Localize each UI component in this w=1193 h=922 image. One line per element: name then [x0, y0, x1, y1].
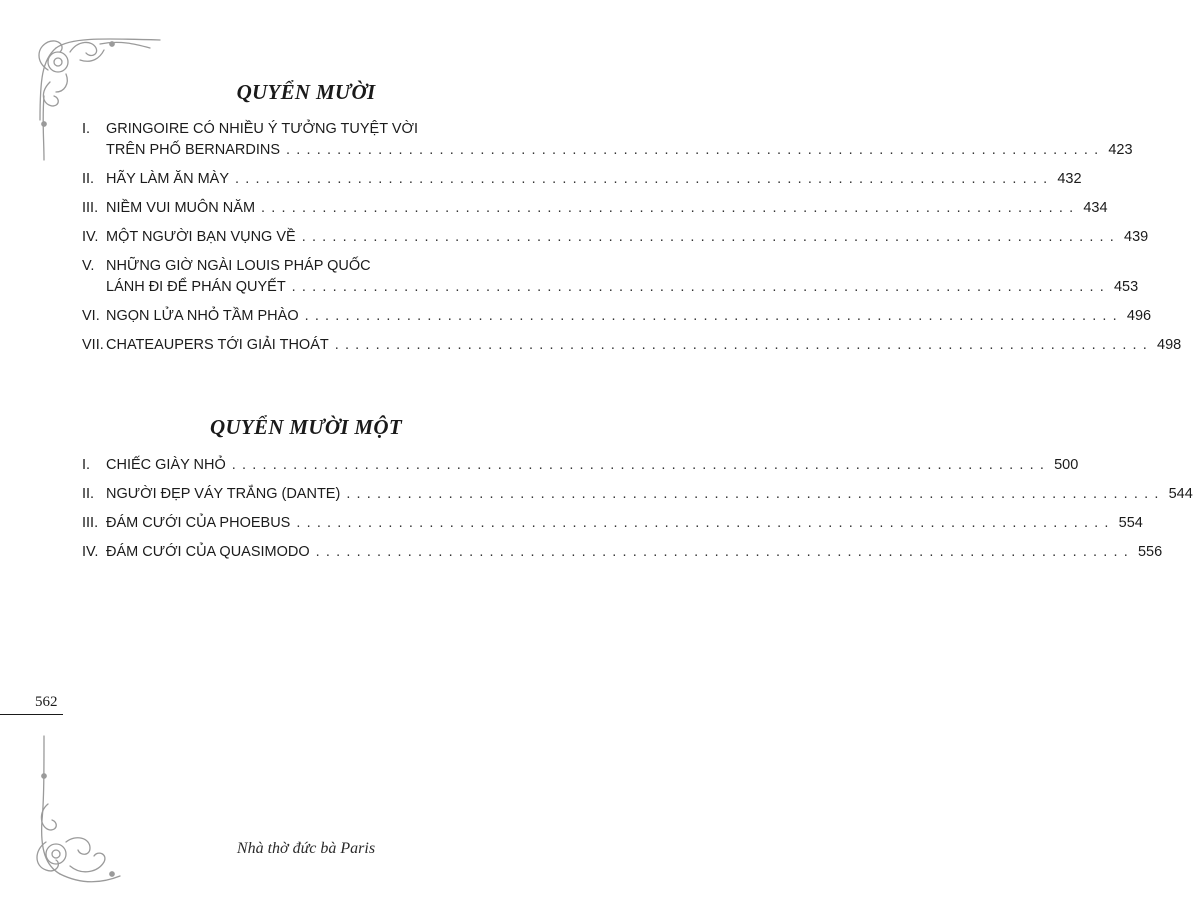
entry-title-line: GRINGOIRE CÓ NHIỀU Ý TƯỞNG TUYỆT VỜI	[106, 121, 418, 137]
entry-body	[106, 256, 1139, 298]
entry-title: NIỀM VUI MUÔN NĂM	[106, 200, 256, 216]
entry-body	[106, 119, 1133, 161]
entry-number: III.	[82, 200, 99, 216]
entry-title: CHATEAUPERS TỚI GIẢI THOÁT	[106, 337, 329, 353]
entry-title-line	[106, 455, 1079, 476]
entry-number: I.	[82, 121, 91, 137]
entry-number: VI.	[82, 308, 100, 324]
entry-title-line	[106, 227, 1149, 248]
toc-entry[interactable]	[82, 119, 1133, 161]
entry-title: TRÊN PHỐ BERNARDINS	[106, 142, 281, 158]
entry-page-number: 498	[1157, 337, 1182, 353]
entry-page-number: 556	[1137, 544, 1163, 560]
toc-entry[interactable]	[82, 542, 1163, 563]
entry-title: LÁNH ĐI ĐỂ PHÁN QUYẾT	[106, 279, 286, 295]
entry-number: IV.	[82, 229, 99, 245]
entry-body	[106, 169, 1082, 190]
entry-title: ĐÁM CƯỚI CỦA QUASIMODO	[106, 544, 310, 560]
running-footer-title: Nhà thờ đức bà Paris	[236, 840, 376, 857]
entry-title-line	[106, 513, 1143, 534]
dot-leader: ................................................................................	[315, 544, 1134, 560]
entry-title-line	[106, 484, 1193, 505]
dot-leader: ................................................................................	[296, 515, 1115, 531]
entry-number: IV.	[82, 544, 99, 560]
entry-page-number: 453	[1113, 279, 1139, 295]
bottom-left-ornament	[37, 736, 120, 882]
entry-body	[106, 198, 1108, 219]
entry-number: II.	[82, 171, 95, 187]
dot-leader: ................................................................................	[231, 457, 1051, 473]
toc-entry[interactable]	[82, 484, 1193, 505]
entry-title-line: NHỮNG GIỜ NGÀI LOUIS PHÁP QUỐC	[106, 258, 371, 274]
entry-title: ĐÁM CƯỚI CỦA PHOEBUS	[106, 515, 291, 531]
section-title: QUYỂN MƯỜI	[236, 80, 376, 104]
entry-title: HÃY LÀM ĂN MÀY	[106, 171, 230, 187]
entry-page-number: 496	[1126, 308, 1152, 324]
entry-body	[106, 335, 1182, 356]
dot-leader: ................................................................................	[261, 200, 1080, 216]
dot-leader: ................................................................................	[235, 171, 1054, 187]
entry-number: II.	[82, 486, 95, 502]
table-of-contents	[82, 455, 1193, 563]
entry-body	[106, 227, 1149, 248]
entry-title: NGƯỜI ĐẸP VÁY TRẮNG (DANTE)	[106, 486, 341, 502]
entry-number: III.	[82, 515, 99, 531]
entry-number: I.	[82, 457, 91, 473]
entry-body	[106, 306, 1152, 327]
entry-title-line	[106, 277, 1139, 298]
toc-entry[interactable]	[82, 169, 1082, 190]
entry-title-line	[106, 169, 1082, 190]
entry-title-line	[106, 140, 1133, 161]
toc-entry[interactable]	[82, 198, 1108, 219]
entry-title-line	[106, 542, 1163, 563]
entry-page-number: 500	[1054, 457, 1079, 473]
dot-leader: ................................................................................	[301, 229, 1121, 245]
toc-entry[interactable]	[82, 513, 1143, 534]
toc-entry[interactable]	[82, 256, 1139, 298]
entry-title-line	[106, 198, 1108, 219]
entry-page-number: 432	[1057, 171, 1082, 187]
entry-page-number: 423	[1108, 142, 1133, 158]
entry-title: MỘT NGƯỜI BẠN VỤNG VỀ	[106, 229, 296, 245]
entry-title-line	[106, 306, 1152, 327]
entry-page-number: 554	[1118, 515, 1143, 531]
page-number: 562	[35, 694, 58, 710]
table-of-contents	[82, 119, 1182, 356]
entry-body	[106, 513, 1143, 534]
entry-page-number: 439	[1124, 229, 1149, 245]
entry-body	[106, 455, 1079, 476]
toc-entry[interactable]	[82, 335, 1182, 356]
entry-title-line	[106, 335, 1182, 356]
entry-body	[106, 484, 1193, 505]
dot-leader: ................................................................................	[286, 142, 1105, 158]
toc-entry[interactable]	[82, 227, 1149, 248]
entry-page-number: 434	[1083, 200, 1108, 216]
page-number-rule	[0, 692, 63, 715]
entry-number: V.	[82, 258, 95, 274]
dot-leader: ................................................................................	[346, 486, 1165, 502]
dot-leader: ................................................................................	[304, 308, 1123, 324]
toc-entry[interactable]	[82, 306, 1152, 327]
entry-title: CHIẾC GIÀY NHỎ	[106, 457, 226, 473]
entry-title: NGỌN LỬA NHỎ TẦM PHÀO	[106, 308, 299, 324]
entry-number: VII.	[82, 337, 104, 353]
dot-leader: ................................................................................	[334, 337, 1154, 353]
section-title: QUYỂN MƯỜI MỘT	[210, 415, 402, 439]
dot-leader: ................................................................................	[291, 279, 1110, 295]
entry-body	[106, 542, 1163, 563]
entry-page-number: 544	[1168, 486, 1193, 502]
toc-entry[interactable]	[82, 455, 1079, 476]
